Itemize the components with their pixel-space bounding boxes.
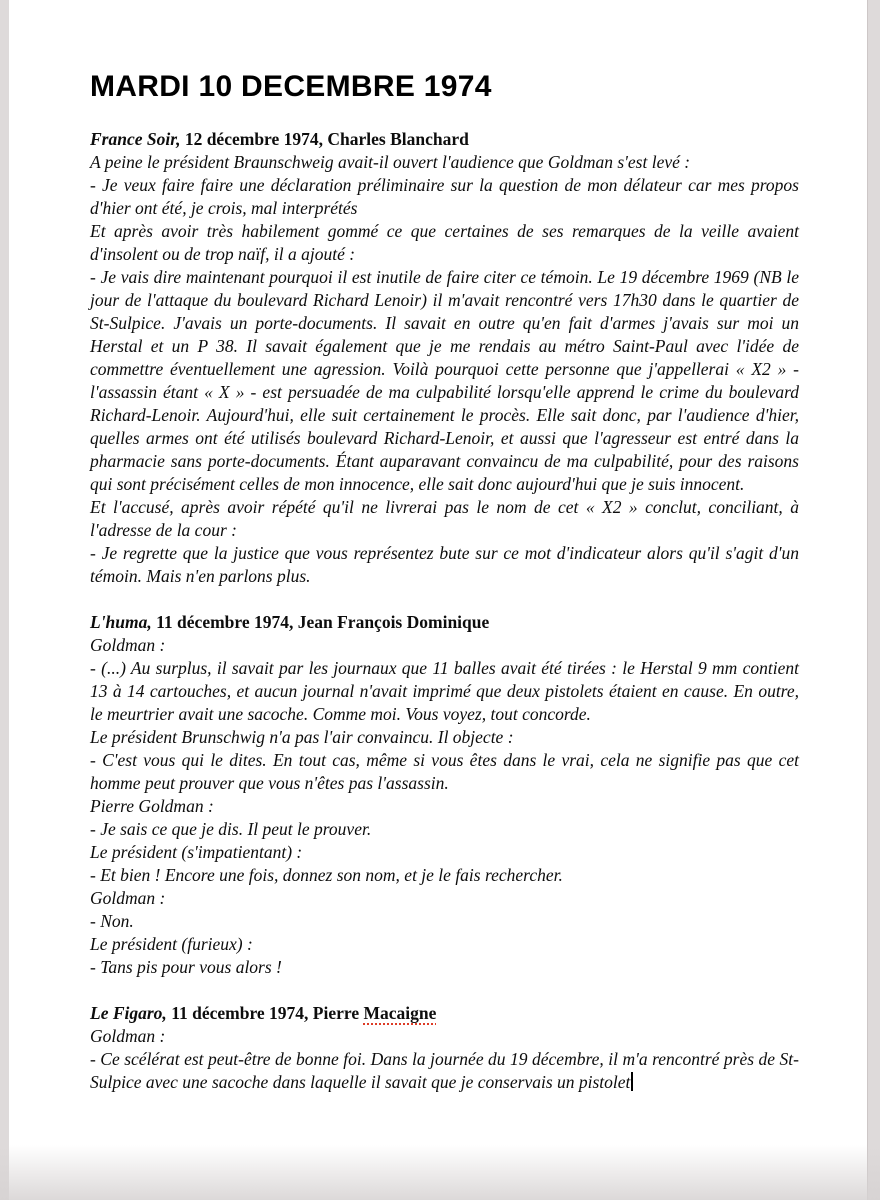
article-section-le-figaro xyxy=(90,1002,799,1094)
publication-name: L'huma, xyxy=(90,612,152,632)
paragraph[interactable]: Le président (furieux) : xyxy=(90,934,253,954)
paragraph[interactable]: - Tans pis pour vous alors ! xyxy=(90,957,282,977)
article-section-france-soir xyxy=(90,128,799,588)
paragraph-text: - Ce scélérat est peut-être de bonne foi. Dans la journée du 19 décembre, il m'a rencontré près de St-Sulpice avec une sacoche dans laquelle il savait que je conservais un pistolet xyxy=(90,1049,799,1092)
paragraph[interactable] xyxy=(90,1048,799,1094)
paragraph[interactable]: - Je regrette que la justice que vous représentez bute sur ce mot d'indicateur alors qu'il s'agit d'un témoin. Mais n'en parlons plus. xyxy=(90,543,799,586)
text-cursor xyxy=(631,1072,633,1091)
paragraph[interactable]: - Non. xyxy=(90,911,134,931)
article-heading[interactable] xyxy=(90,611,799,634)
article-heading[interactable] xyxy=(90,128,799,151)
paragraph[interactable]: Et après avoir très habilement gommé ce que certaines de ses remarques de la veille avaient d'insolent ou de trop naïf, il a ajouté : xyxy=(90,221,799,264)
paragraph[interactable]: Goldman : xyxy=(90,1026,166,1046)
paragraph[interactable]: - Je vais dire maintenant pourquoi il est inutile de faire citer ce témoin. Le 19 décembre 1969 (NB le jour de l'attaque du boulevard Richard Lenoir) il m'avait rencontré vers 17h30 dans le quartier de St-Sulpice. J'avais un porte-documents. Il savait en outre qu'en fait d'armes j'avais sur moi un Herstal et un P 38. Il savait également que je me rendais au métro Saint-Paul avec l'idée de commettre éventuellement une agression. Voilà pourquoi cette personne que j'appellerai « X2 » - l'assassin étant « X » - est persuadée de ma culpabilité lorsqu'elle apprend le crime du boulevard Richard-Lenoir. Aujourd'hui, elle suit certainement le procès. Elle sait donc, par l'audience d'hier, quelles armes ont été utilisés boulevard Richard-Lenoir, et aussi que l'agresseur est entré dans la pharmacie sans porte-documents. Étant auparavant convaincu de ma culpabilité, pour des raisons qui sont précisément celles de mon innocence, elle sait donc aujourd'hui que je suis innocent. xyxy=(90,267,799,494)
paragraph[interactable]: - Je sais ce que je dis. Il peut le prouver. xyxy=(90,819,372,839)
paragraph[interactable]: A peine le président Braunschweig avait-il ouvert l'audience que Goldman s'est levé : xyxy=(90,152,691,172)
article-section-lhuma xyxy=(90,611,799,979)
publication-name: Le Figaro, xyxy=(90,1003,167,1023)
publication-byline: 11 décembre 1974, Pierre xyxy=(166,1003,364,1023)
document-page[interactable] xyxy=(9,0,868,1200)
window-left-edge xyxy=(0,0,9,1200)
paragraph[interactable]: Le président Brunschwig n'a pas l'air convaincu. Il objecte : xyxy=(90,727,514,747)
article-heading[interactable] xyxy=(90,1002,799,1025)
page-title[interactable]: MARDI 10 DECEMBRE 1974 xyxy=(90,70,492,103)
publication-byline: 12 décembre 1974, Charles Blanchard xyxy=(180,129,469,149)
publication-byline: 11 décembre 1974, Jean François Dominique xyxy=(151,612,490,632)
paragraph[interactable]: - C'est vous qui le dites. En tout cas, même si vous êtes dans le vrai, cela ne signifie pas que cet homme peut prouver que vous n'êtes pas l'assassin. xyxy=(90,750,799,793)
paragraph[interactable]: Le président (s'impatientant) : xyxy=(90,842,303,862)
window-right-edge xyxy=(867,0,880,1200)
paragraph[interactable]: Goldman : xyxy=(90,888,166,908)
paragraph[interactable]: Pierre Goldman : xyxy=(90,796,214,816)
spellcheck-flagged-word: Macaigne xyxy=(363,1003,437,1023)
paragraph[interactable]: Goldman : xyxy=(90,635,166,655)
paragraph[interactable]: - Je veux faire faire une déclaration préliminaire sur la question de mon délateur car mes propos d'hier ont été, je crois, mal interprétés xyxy=(90,175,799,218)
paragraph[interactable]: - Et bien ! Encore une fois, donnez son nom, et je le fais rechercher. xyxy=(90,865,563,885)
paragraph[interactable]: Et l'accusé, après avoir répété qu'il ne livrerai pas le nom de cet « X2 » conclut, conciliant, à l'adresse de la cour : xyxy=(90,497,799,540)
paragraph[interactable]: - (...) Au surplus, il savait par les journaux que 11 balles avait été tirées : le Herstal 9 mm contient 13 à 14 cartouches, et aucun journal n'avait imprimé que deux pistolets étaient en cause. En outre, le meurtrier avait une sacoche. Comme moi. Vous voyez, tout concorde. xyxy=(90,658,799,724)
publication-name: France Soir, xyxy=(90,129,181,149)
